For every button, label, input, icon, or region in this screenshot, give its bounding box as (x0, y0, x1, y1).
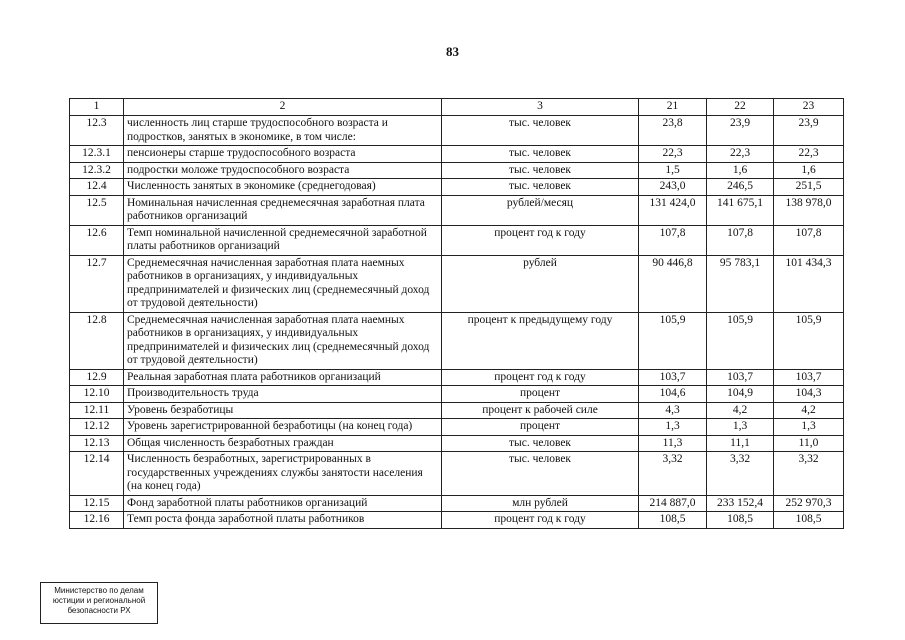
value-col-21-cell: 105,9 (639, 312, 707, 369)
value-col-23-cell: 104,3 (774, 386, 844, 403)
indicator-name-cell: Численность занятых в экономике (среднегодовая) (124, 179, 442, 196)
row-number-cell: 12.14 (70, 452, 124, 496)
value-col-23-cell: 3,32 (774, 452, 844, 496)
table-row (70, 312, 844, 369)
header-col-22: 22 (707, 99, 774, 116)
value-col-23-cell: 252 970,3 (774, 495, 844, 512)
value-col-23-cell: 105,9 (774, 312, 844, 369)
value-col-23-cell: 1,3 (774, 419, 844, 436)
value-col-21-cell: 103,7 (639, 369, 707, 386)
unit-cell: процент год к году (442, 512, 639, 529)
value-col-23-cell: 138 978,0 (774, 195, 844, 225)
value-col-22-cell: 95 783,1 (707, 255, 774, 312)
value-col-21-cell: 108,5 (639, 512, 707, 529)
unit-cell: тыс. человек (442, 179, 639, 196)
stamp-line: безопасности РХ (67, 606, 131, 615)
header-col-3: 3 (442, 99, 639, 116)
value-col-22-cell: 1,6 (707, 162, 774, 179)
table-row (70, 512, 844, 529)
indicator-name-cell: Темп роста фонда заработной платы работников (124, 512, 442, 529)
row-number-cell: 12.3 (70, 116, 124, 146)
row-number-cell: 12.13 (70, 435, 124, 452)
table-row (70, 452, 844, 496)
row-number-cell: 12.4 (70, 179, 124, 196)
row-number-cell: 12.16 (70, 512, 124, 529)
table-row (70, 162, 844, 179)
value-col-22-cell: 233 152,4 (707, 495, 774, 512)
row-number-cell: 12.6 (70, 225, 124, 255)
unit-cell: процент к предыдущему году (442, 312, 639, 369)
value-col-22-cell: 22,3 (707, 146, 774, 163)
indicator-name-cell: Численность безработных, зарегистрированных в государственных учреждениях службы занятости населения (на конец года) (124, 452, 442, 496)
unit-cell: тыс. человек (442, 452, 639, 496)
table-row (70, 419, 844, 436)
indicator-name-cell: Производительность труда (124, 386, 442, 403)
row-number-cell: 12.12 (70, 419, 124, 436)
indicator-name-cell: Уровень безработицы (124, 402, 442, 419)
indicator-name-cell: Среднемесячная начисленная заработная плата наемных работников в организациях, у индивидуальных предпринимателей и физических лиц (среднемесячный доход от трудовой деятельности) (124, 255, 442, 312)
value-col-22-cell: 141 675,1 (707, 195, 774, 225)
value-col-22-cell: 108,5 (707, 512, 774, 529)
value-col-23-cell: 107,8 (774, 225, 844, 255)
row-number-cell: 12.5 (70, 195, 124, 225)
value-col-21-cell: 1,3 (639, 419, 707, 436)
table-row (70, 146, 844, 163)
unit-cell: тыс. человек (442, 116, 639, 146)
value-col-21-cell: 104,6 (639, 386, 707, 403)
value-col-22-cell: 103,7 (707, 369, 774, 386)
value-col-21-cell: 3,32 (639, 452, 707, 496)
indicator-name-cell: Уровень зарегистрированной безработицы (на конец года) (124, 419, 442, 436)
page-number: 83 (446, 44, 459, 59)
header-col-1: 1 (70, 99, 124, 116)
value-col-22-cell: 3,32 (707, 452, 774, 496)
row-number-cell: 12.7 (70, 255, 124, 312)
unit-cell: процент год к году (442, 225, 639, 255)
unit-cell: тыс. человек (442, 146, 639, 163)
table-row (70, 116, 844, 146)
value-col-21-cell: 90 446,8 (639, 255, 707, 312)
indicators-table (69, 98, 844, 529)
stamp-line: юстиции и региональной (52, 596, 146, 605)
value-col-22-cell: 107,8 (707, 225, 774, 255)
value-col-23-cell: 108,5 (774, 512, 844, 529)
header-col-23: 23 (774, 99, 844, 116)
header-col-2: 2 (124, 99, 442, 116)
unit-cell: процент (442, 386, 639, 403)
value-col-23-cell: 103,7 (774, 369, 844, 386)
table-body (70, 116, 844, 529)
indicator-name-cell: пенсионеры старше трудоспособного возраста (124, 146, 442, 163)
value-col-21-cell: 1,5 (639, 162, 707, 179)
header-col-21: 21 (639, 99, 707, 116)
value-col-23-cell: 11,0 (774, 435, 844, 452)
value-col-21-cell: 243,0 (639, 179, 707, 196)
unit-cell: процент (442, 419, 639, 436)
stamp-line: Министерство по делам (54, 586, 144, 595)
unit-cell: рублей/месяц (442, 195, 639, 225)
value-col-22-cell: 246,5 (707, 179, 774, 196)
value-col-23-cell: 251,5 (774, 179, 844, 196)
value-col-21-cell: 22,3 (639, 146, 707, 163)
unit-cell: процент к рабочей силе (442, 402, 639, 419)
value-col-21-cell: 131 424,0 (639, 195, 707, 225)
table-row (70, 255, 844, 312)
value-col-22-cell: 1,3 (707, 419, 774, 436)
indicator-name-cell: Реальная заработная плата работников организаций (124, 369, 442, 386)
value-col-22-cell: 104,9 (707, 386, 774, 403)
table-header-row (70, 99, 844, 116)
value-col-23-cell: 101 434,3 (774, 255, 844, 312)
indicator-name-cell: Номинальная начисленная среднемесячная заработная плата работников организаций (124, 195, 442, 225)
value-col-22-cell: 105,9 (707, 312, 774, 369)
table-row (70, 225, 844, 255)
value-col-21-cell: 214 887,0 (639, 495, 707, 512)
ministry-stamp (40, 582, 158, 624)
table-row (70, 386, 844, 403)
table-row (70, 495, 844, 512)
unit-cell: тыс. человек (442, 435, 639, 452)
table-row (70, 402, 844, 419)
unit-cell: рублей (442, 255, 639, 312)
value-col-21-cell: 23,8 (639, 116, 707, 146)
value-col-23-cell: 23,9 (774, 116, 844, 146)
table-row (70, 195, 844, 225)
value-col-22-cell: 11,1 (707, 435, 774, 452)
indicator-name-cell: Фонд заработной платы работников организаций (124, 495, 442, 512)
value-col-21-cell: 11,3 (639, 435, 707, 452)
indicator-name-cell: Среднемесячная начисленная заработная плата наемных работников в организациях, у индивидуальных предпринимателей и физических лиц (среднемесячный доход от трудовой деятельности) (124, 312, 442, 369)
row-number-cell: 12.3.2 (70, 162, 124, 179)
row-number-cell: 12.9 (70, 369, 124, 386)
row-number-cell: 12.3.1 (70, 146, 124, 163)
unit-cell: тыс. человек (442, 162, 639, 179)
row-number-cell: 12.15 (70, 495, 124, 512)
value-col-22-cell: 4,2 (707, 402, 774, 419)
table-row (70, 179, 844, 196)
row-number-cell: 12.8 (70, 312, 124, 369)
value-col-23-cell: 22,3 (774, 146, 844, 163)
row-number-cell: 12.11 (70, 402, 124, 419)
value-col-23-cell: 1,6 (774, 162, 844, 179)
unit-cell: процент год к году (442, 369, 639, 386)
row-number-cell: 12.10 (70, 386, 124, 403)
indicator-name-cell: Общая численность безработных граждан (124, 435, 442, 452)
indicator-name-cell: Темп номинальной начисленной среднемесячной заработной платы работников организаций (124, 225, 442, 255)
value-col-22-cell: 23,9 (707, 116, 774, 146)
unit-cell: млн рублей (442, 495, 639, 512)
indicator-name-cell: численность лиц старше трудоспособного возраста и подростков, занятых в экономике, в том числе: (124, 116, 442, 146)
table-row (70, 435, 844, 452)
value-col-21-cell: 4,3 (639, 402, 707, 419)
table-row (70, 369, 844, 386)
value-col-23-cell: 4,2 (774, 402, 844, 419)
indicator-name-cell: подростки моложе трудоспособного возраста (124, 162, 442, 179)
value-col-21-cell: 107,8 (639, 225, 707, 255)
